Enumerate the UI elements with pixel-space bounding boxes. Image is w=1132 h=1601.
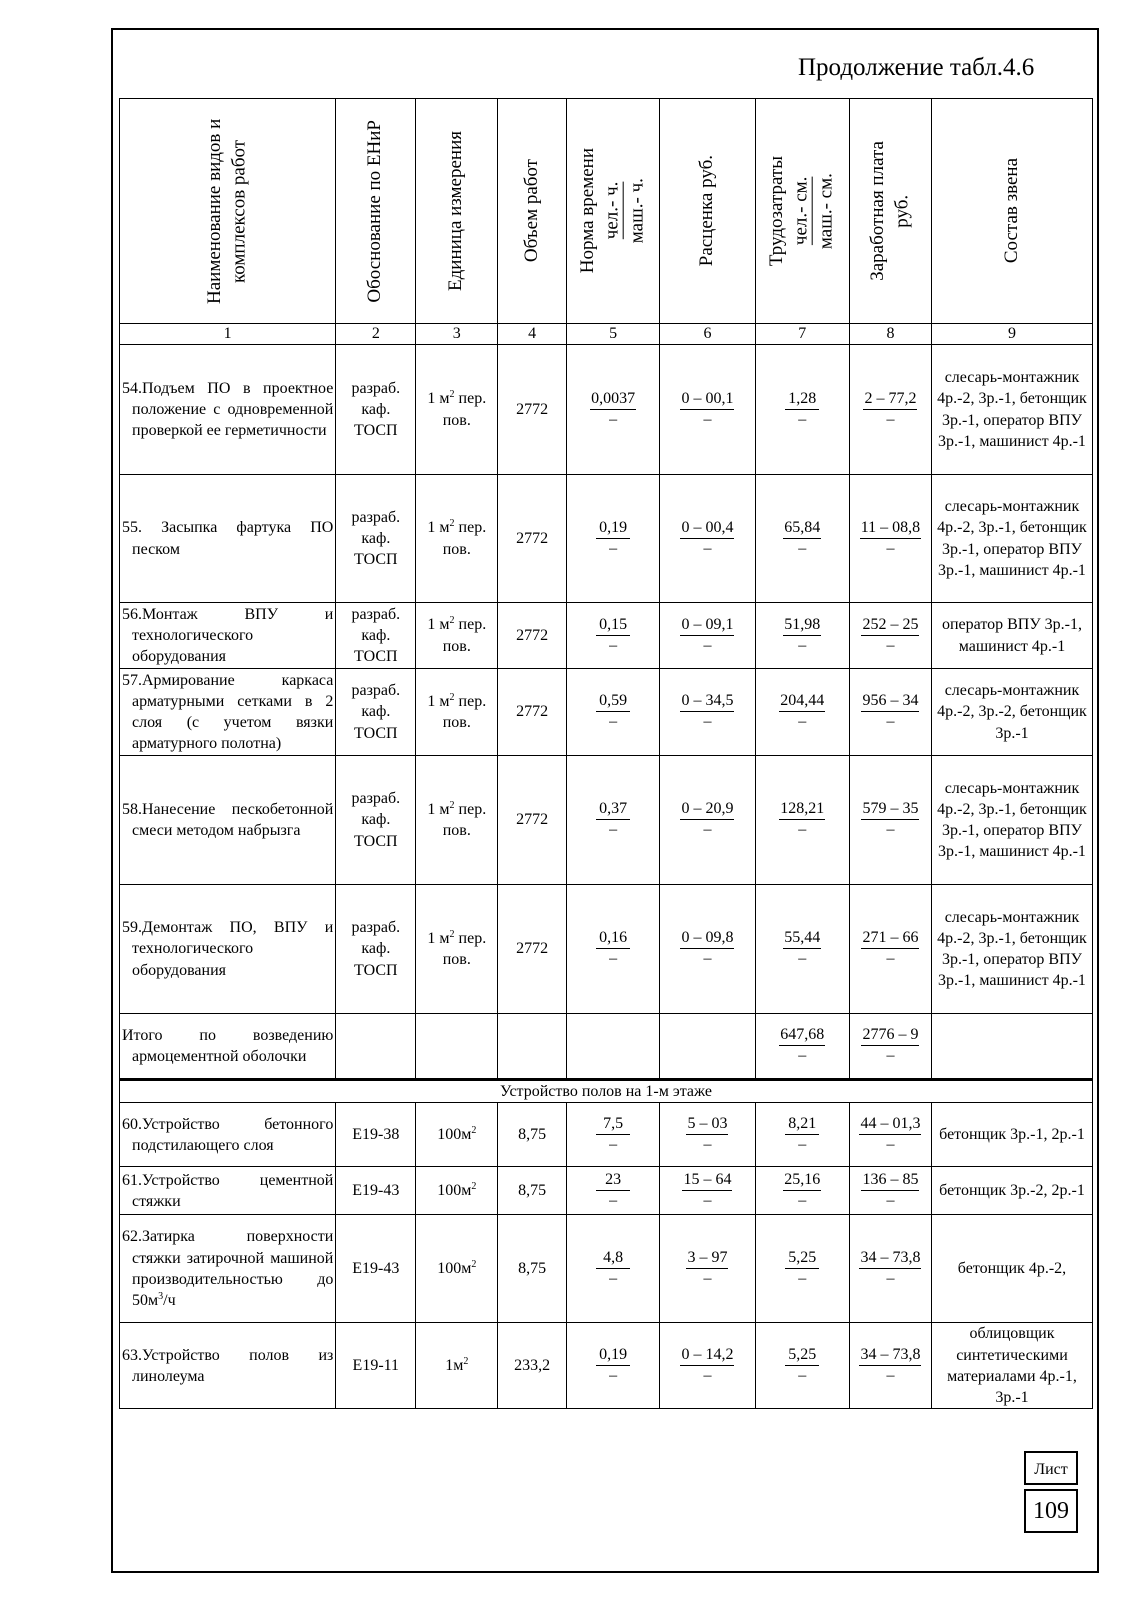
- wage-value: 2 – 77,2: [863, 389, 917, 410]
- volume-cell: 2772: [498, 885, 567, 1014]
- labor-cell: [755, 1167, 849, 1215]
- labor-machine: –: [798, 1191, 807, 1209]
- norm-value: 0,19: [596, 518, 630, 539]
- header-col-6: [660, 99, 755, 324]
- unit-text: 1 м: [427, 616, 450, 634]
- unit-text-post: пер. пов.: [442, 616, 487, 655]
- crew-cell: слесарь-монтажник 4р.-2, 3р.-2, бетонщик 3р.-1: [931, 669, 1092, 756]
- labor-machine: –: [798, 713, 807, 731]
- price-value: 0 – 00,1: [680, 389, 734, 410]
- price-cell: [660, 1167, 755, 1215]
- header-name-label: Наименование видов и комплексов работ: [203, 118, 250, 304]
- wage-value: 44 – 01,3: [859, 1114, 921, 1135]
- empty-cell: [931, 1014, 1092, 1080]
- labor-value: 5,25: [785, 1345, 819, 1366]
- norm-value: 4,8: [596, 1248, 630, 1269]
- crew-cell: слесарь-монтажник 4р.-2, 3р.-1, бетонщик 3р.-1, оператор ВПУ 3р.-1, машинист 4р.-1: [931, 756, 1092, 885]
- price-cell: [660, 1103, 755, 1167]
- labor-cell: [755, 345, 849, 475]
- price-cell: [660, 1215, 755, 1323]
- norm-value: 0,16: [596, 928, 630, 949]
- header-norm-sub2: маш.- ч.: [626, 178, 648, 244]
- basis-cell: разраб. каф. ТОСП: [336, 885, 416, 1014]
- norm-machine: –: [609, 410, 618, 428]
- wage-value: 11 – 08,8: [860, 518, 921, 539]
- empty-cell: [660, 1014, 755, 1080]
- unit-cell: [416, 1103, 498, 1167]
- volume-cell: 8,75: [498, 1215, 567, 1323]
- sheet-number: 109: [1024, 1489, 1078, 1533]
- header-labor-sub2: маш.- см.: [815, 173, 837, 249]
- wage-machine: –: [886, 713, 895, 731]
- unit-cell: [416, 1323, 498, 1409]
- unit-text: 1 м: [427, 519, 450, 537]
- price-cell: [660, 1323, 755, 1409]
- unit-text: 100м: [437, 1260, 472, 1278]
- total-labor-value: 647,68: [779, 1025, 825, 1046]
- norm-machine: –: [609, 713, 618, 731]
- table-row: [120, 1103, 1093, 1167]
- empty-cell: [416, 1014, 498, 1080]
- unit-sup: 2: [449, 928, 455, 940]
- price-cell: [660, 756, 755, 885]
- header-col-9: [931, 99, 1092, 324]
- labor-value: 128,21: [779, 799, 825, 820]
- work-name-text: 58.Нанесение пескобетонной смеси методом набрызга: [122, 800, 334, 839]
- header-unit-label: Единица измерения: [445, 131, 467, 291]
- header-row: [120, 99, 1093, 324]
- wage-cell: [849, 1215, 931, 1323]
- col-number: 7: [755, 324, 849, 345]
- work-name: [120, 1103, 336, 1167]
- sheet-label: Лист: [1024, 1451, 1078, 1485]
- volume-cell: 2772: [498, 756, 567, 885]
- price-value: 0 – 09,8: [680, 928, 734, 949]
- price-machine: –: [703, 1135, 712, 1153]
- header-crew-label: Состав звена: [1000, 158, 1022, 264]
- unit-text-post: пер. пов.: [442, 929, 487, 968]
- unit-cell: [416, 475, 498, 603]
- col-number: 8: [849, 324, 931, 345]
- price-machine: –: [703, 1366, 712, 1384]
- work-name-text: 57.Армирование каркаса арматурными сетками в 2 слоя (с учетом вязки арматурного полотна): [122, 671, 334, 753]
- wage-machine: –: [886, 539, 895, 557]
- unit-cell: [416, 885, 498, 1014]
- labor-cell: [755, 669, 849, 756]
- labor-machine: –: [798, 821, 807, 839]
- work-name-text: [122, 1226, 333, 1310]
- crew-cell: бетонщик 4р.-2,: [931, 1215, 1092, 1323]
- unit-text: 1 м: [427, 390, 450, 408]
- col-number: 2: [336, 324, 416, 345]
- unit-sup: 2: [471, 1181, 477, 1193]
- wage-machine: –: [886, 410, 895, 428]
- norm-machine: –: [609, 1269, 618, 1287]
- work-name-part: 62.Затирка поверхности стяжки затирочной машиной производительностью до 50м: [122, 1228, 334, 1309]
- price-machine: –: [703, 636, 712, 654]
- volume-cell: 2772: [498, 475, 567, 603]
- header-norm-label: Норма времени: [577, 148, 599, 274]
- work-name-text: 56.Монтаж ВПУ и технологического оборудования: [122, 605, 334, 666]
- work-name-text: 55. Засыпка фартука ПО песком: [122, 519, 334, 558]
- col-number: 6: [660, 324, 755, 345]
- work-table: [119, 98, 1093, 1409]
- table-row: [120, 1167, 1093, 1215]
- wage-cell: [849, 475, 931, 603]
- price-machine: –: [703, 821, 712, 839]
- price-value: 0 – 09,1: [680, 615, 734, 636]
- col-number: 3: [416, 324, 498, 345]
- total-wage-machine: –: [886, 1047, 895, 1065]
- price-machine: –: [703, 713, 712, 731]
- work-name-text: 59.Демонтаж ПО, ВПУ и технологического оборудования: [122, 919, 334, 979]
- labor-value: 25,16: [783, 1170, 821, 1191]
- header-col-4: [498, 99, 567, 324]
- labor-value: 51,98: [783, 615, 821, 636]
- work-name: [120, 756, 336, 885]
- wage-value: 34 – 73,8: [859, 1248, 921, 1269]
- price-cell: [660, 885, 755, 1014]
- norm-value: 0,59: [596, 691, 630, 712]
- crew-cell: слесарь-монтажник 4р.-2, 3р.-1, бетонщик 3р.-1, оператор ВПУ 3р.-1, машинист 4р.-1: [931, 885, 1092, 1014]
- volume-cell: 2772: [498, 603, 567, 669]
- price-machine: –: [703, 1269, 712, 1287]
- price-machine: –: [703, 539, 712, 557]
- labor-cell: [755, 1103, 849, 1167]
- work-name-text: 61.Устройство цементной стяжки: [122, 1171, 334, 1210]
- wage-cell: [849, 1323, 931, 1409]
- header-norm-sub1: чел.- ч.: [601, 182, 623, 240]
- labor-machine: –: [798, 636, 807, 654]
- wage-value: 136 – 85: [861, 1170, 919, 1191]
- unit-text: 1 м: [427, 692, 450, 710]
- work-name: [120, 345, 336, 475]
- norm-cell: [567, 345, 660, 475]
- crew-cell: облицовщик синтетическими материалами 4р.-1, 3р.-1: [931, 1323, 1092, 1409]
- total-row: [120, 1014, 1093, 1080]
- wage-cell: [849, 603, 931, 669]
- wage-value: 252 – 25: [861, 615, 919, 636]
- price-value: 15 – 64: [682, 1170, 732, 1191]
- wage-machine: –: [886, 821, 895, 839]
- unit-text: 1м: [445, 1357, 464, 1375]
- norm-machine: –: [609, 821, 618, 839]
- wage-cell: [849, 756, 931, 885]
- col-number: 1: [120, 324, 336, 345]
- wage-machine: –: [886, 1269, 895, 1287]
- crew-cell: слесарь-монтажник 4р.-2, 3р.-1, бетонщик 3р.-1, оператор ВПУ 3р.-1, машинист 4р.-1: [931, 345, 1092, 475]
- norm-value: 0,15: [596, 615, 630, 636]
- price-machine: –: [703, 950, 712, 968]
- labor-cell: [755, 1323, 849, 1409]
- work-name: [120, 885, 336, 1014]
- work-name-text: 60.Устройство бетонного подстилающего слоя: [122, 1115, 334, 1154]
- volume-cell: 8,75: [498, 1103, 567, 1167]
- basis-cell: разраб. каф. ТОСП: [336, 603, 416, 669]
- unit-cell: [416, 1215, 498, 1323]
- header-basis-label: Обоснование по ЕНиР: [364, 119, 386, 303]
- unit-text-post: пер. пов.: [442, 390, 487, 429]
- header-col-1: [120, 99, 336, 324]
- norm-cell: [567, 1167, 660, 1215]
- norm-cell: [567, 1103, 660, 1167]
- wage-cell: [849, 1167, 931, 1215]
- work-name: [120, 1215, 336, 1323]
- unit-text: 1 м: [427, 800, 450, 818]
- unit-sup: 2: [449, 799, 455, 811]
- crew-cell: оператор ВПУ 3р.-1, машинист 4р.-1: [931, 603, 1092, 669]
- col-number: 9: [931, 324, 1092, 345]
- crew-cell: бетонщик 3р.-2, 2р.-1: [931, 1167, 1092, 1215]
- volume-cell: 8,75: [498, 1167, 567, 1215]
- labor-cell: [755, 756, 849, 885]
- table-row: [120, 885, 1093, 1014]
- norm-value: 23: [596, 1170, 630, 1191]
- norm-machine: –: [609, 950, 618, 968]
- work-name: [120, 1167, 336, 1215]
- header-labor-label: Трудозатраты: [766, 155, 788, 267]
- wage-value: 34 – 73,8: [859, 1345, 921, 1366]
- labor-value: 65,84: [783, 518, 821, 539]
- labor-cell: [755, 603, 849, 669]
- wage-machine: –: [886, 950, 895, 968]
- norm-machine: –: [609, 636, 618, 654]
- header-col-2: [336, 99, 416, 324]
- empty-cell: [567, 1014, 660, 1080]
- price-value: 0 – 00,4: [680, 518, 734, 539]
- norm-value: 0,0037: [590, 389, 636, 410]
- unit-text: 1 м: [427, 929, 450, 947]
- unit-text-post: пер. пов.: [442, 519, 487, 558]
- norm-value: 0,19: [596, 1345, 630, 1366]
- header-wage-sub: руб.: [891, 194, 913, 228]
- work-name: [120, 475, 336, 603]
- labor-value: 55,44: [783, 928, 821, 949]
- table-row: [120, 345, 1093, 475]
- basis-cell: разраб. каф. ТОСП: [336, 345, 416, 475]
- price-machine: –: [703, 1191, 712, 1209]
- labor-machine: –: [798, 539, 807, 557]
- unit-sup: 2: [449, 389, 455, 401]
- col-number: 5: [567, 324, 660, 345]
- norm-machine: –: [609, 539, 618, 557]
- table-row: [120, 1215, 1093, 1323]
- work-name-text: 63.Устройство полов из линолеума: [122, 1346, 334, 1385]
- price-cell: [660, 345, 755, 475]
- wage-machine: –: [886, 1366, 895, 1384]
- work-name-part-post: /ч: [163, 1291, 176, 1309]
- total-name: [120, 1014, 336, 1080]
- table-row: [120, 669, 1093, 756]
- norm-machine: –: [609, 1135, 618, 1153]
- total-name-text: Итого по возведению армоцементной оболочки: [122, 1026, 334, 1065]
- crew-cell: бетонщик 3р.-1, 2р.-1: [931, 1103, 1092, 1167]
- wage-machine: –: [886, 636, 895, 654]
- section-row: [120, 1080, 1093, 1103]
- price-value: 0 – 14,2: [680, 1345, 734, 1366]
- unit-cell: [416, 603, 498, 669]
- labor-machine: –: [798, 950, 807, 968]
- price-value: 5 – 03: [686, 1114, 728, 1135]
- volume-cell: 233,2: [498, 1323, 567, 1409]
- volume-cell: 2772: [498, 669, 567, 756]
- empty-cell: [336, 1014, 416, 1080]
- price-value: 0 – 20,9: [680, 799, 734, 820]
- work-name-sup: 3: [158, 1290, 164, 1302]
- wage-cell: [849, 885, 931, 1014]
- unit-sup: 2: [449, 615, 455, 627]
- empty-cell: [498, 1014, 567, 1080]
- basis-cell: Е19-43: [336, 1167, 416, 1215]
- unit-cell: [416, 345, 498, 475]
- labor-value: 5,25: [785, 1248, 819, 1269]
- wage-machine: –: [886, 1135, 895, 1153]
- price-machine: –: [703, 410, 712, 428]
- norm-cell: [567, 756, 660, 885]
- labor-value: 1,28: [785, 389, 819, 410]
- norm-value: 7,5: [596, 1114, 630, 1135]
- unit-sup: 2: [471, 1259, 477, 1271]
- price-cell: [660, 669, 755, 756]
- total-labor-cell: [755, 1014, 849, 1080]
- labor-machine: –: [798, 1269, 807, 1287]
- basis-cell: разраб. каф. ТОСП: [336, 475, 416, 603]
- unit-sup: 2: [449, 691, 455, 703]
- work-name: [120, 669, 336, 756]
- unit-sup: 2: [449, 518, 455, 530]
- total-wage-value: 2776 – 9: [861, 1025, 919, 1046]
- total-wage-cell: [849, 1014, 931, 1080]
- wage-value: 956 – 34: [861, 691, 919, 712]
- work-name-text: 54.Подъем ПО в проектное положение с одновременной проверкой ее герметичности: [122, 379, 334, 440]
- norm-value: 0,37: [596, 799, 630, 820]
- table-row: [120, 756, 1093, 885]
- unit-sup: 2: [463, 1356, 469, 1368]
- total-labor-machine: –: [798, 1047, 807, 1065]
- table-row: [120, 1323, 1093, 1409]
- norm-machine: –: [609, 1366, 618, 1384]
- unit-text-post: пер. пов.: [442, 692, 487, 731]
- volume-cell: 2772: [498, 345, 567, 475]
- labor-cell: [755, 1215, 849, 1323]
- labor-machine: –: [798, 1366, 807, 1384]
- norm-cell: [567, 1323, 660, 1409]
- labor-machine: –: [798, 410, 807, 428]
- header-volume-label: Объем работ: [520, 159, 542, 263]
- unit-text: 100м: [437, 1126, 472, 1144]
- unit-sup: 2: [471, 1125, 477, 1137]
- unit-cell: [416, 669, 498, 756]
- norm-cell: [567, 885, 660, 1014]
- wage-cell: [849, 1103, 931, 1167]
- table-caption: Продолжение табл.4.6: [798, 54, 1035, 81]
- crew-cell: слесарь-монтажник 4р.-2, 3р.-1, бетонщик 3р.-1, оператор ВПУ 3р.-1, машинист 4р.-1: [931, 475, 1092, 603]
- header-wage-label: Заработная плата: [866, 141, 888, 281]
- basis-cell: разраб. каф. ТОСП: [336, 756, 416, 885]
- norm-cell: [567, 475, 660, 603]
- labor-cell: [755, 885, 849, 1014]
- norm-machine: –: [609, 1191, 618, 1209]
- price-value: 0 – 34,5: [680, 691, 734, 712]
- unit-text-post: пер. пов.: [442, 800, 487, 839]
- basis-cell: разраб. каф. ТОСП: [336, 669, 416, 756]
- unit-cell: [416, 756, 498, 885]
- wage-value: 271 – 66: [861, 928, 919, 949]
- section-title: Устройство полов на 1-м этаже: [120, 1080, 1093, 1103]
- labor-value: 204,44: [779, 691, 825, 712]
- header-labor-sub1: чел.- см.: [790, 176, 812, 246]
- work-name: [120, 603, 336, 669]
- table-row: [120, 475, 1093, 603]
- wage-cell: [849, 669, 931, 756]
- header-col-5: [567, 99, 660, 324]
- header-col-7: [755, 99, 849, 324]
- header-price-label: Расценка руб.: [696, 155, 718, 267]
- price-value: 3 – 97: [686, 1248, 728, 1269]
- column-number-row: [120, 324, 1093, 345]
- norm-cell: [567, 1215, 660, 1323]
- basis-cell: Е19-38: [336, 1103, 416, 1167]
- price-cell: [660, 475, 755, 603]
- norm-cell: [567, 603, 660, 669]
- labor-cell: [755, 475, 849, 603]
- unit-cell: [416, 1167, 498, 1215]
- wage-value: 579 – 35: [861, 799, 919, 820]
- norm-cell: [567, 669, 660, 756]
- basis-cell: Е19-43: [336, 1215, 416, 1323]
- header-col-8: [849, 99, 931, 324]
- table-row: [120, 603, 1093, 669]
- price-cell: [660, 603, 755, 669]
- work-name: [120, 1323, 336, 1409]
- col-number: 4: [498, 324, 567, 345]
- labor-value: 8,21: [785, 1114, 819, 1135]
- labor-machine: –: [798, 1135, 807, 1153]
- header-col-3: [416, 99, 498, 324]
- wage-cell: [849, 345, 931, 475]
- wage-machine: –: [886, 1191, 895, 1209]
- basis-cell: Е19-11: [336, 1323, 416, 1409]
- unit-text: 100м: [437, 1182, 472, 1200]
